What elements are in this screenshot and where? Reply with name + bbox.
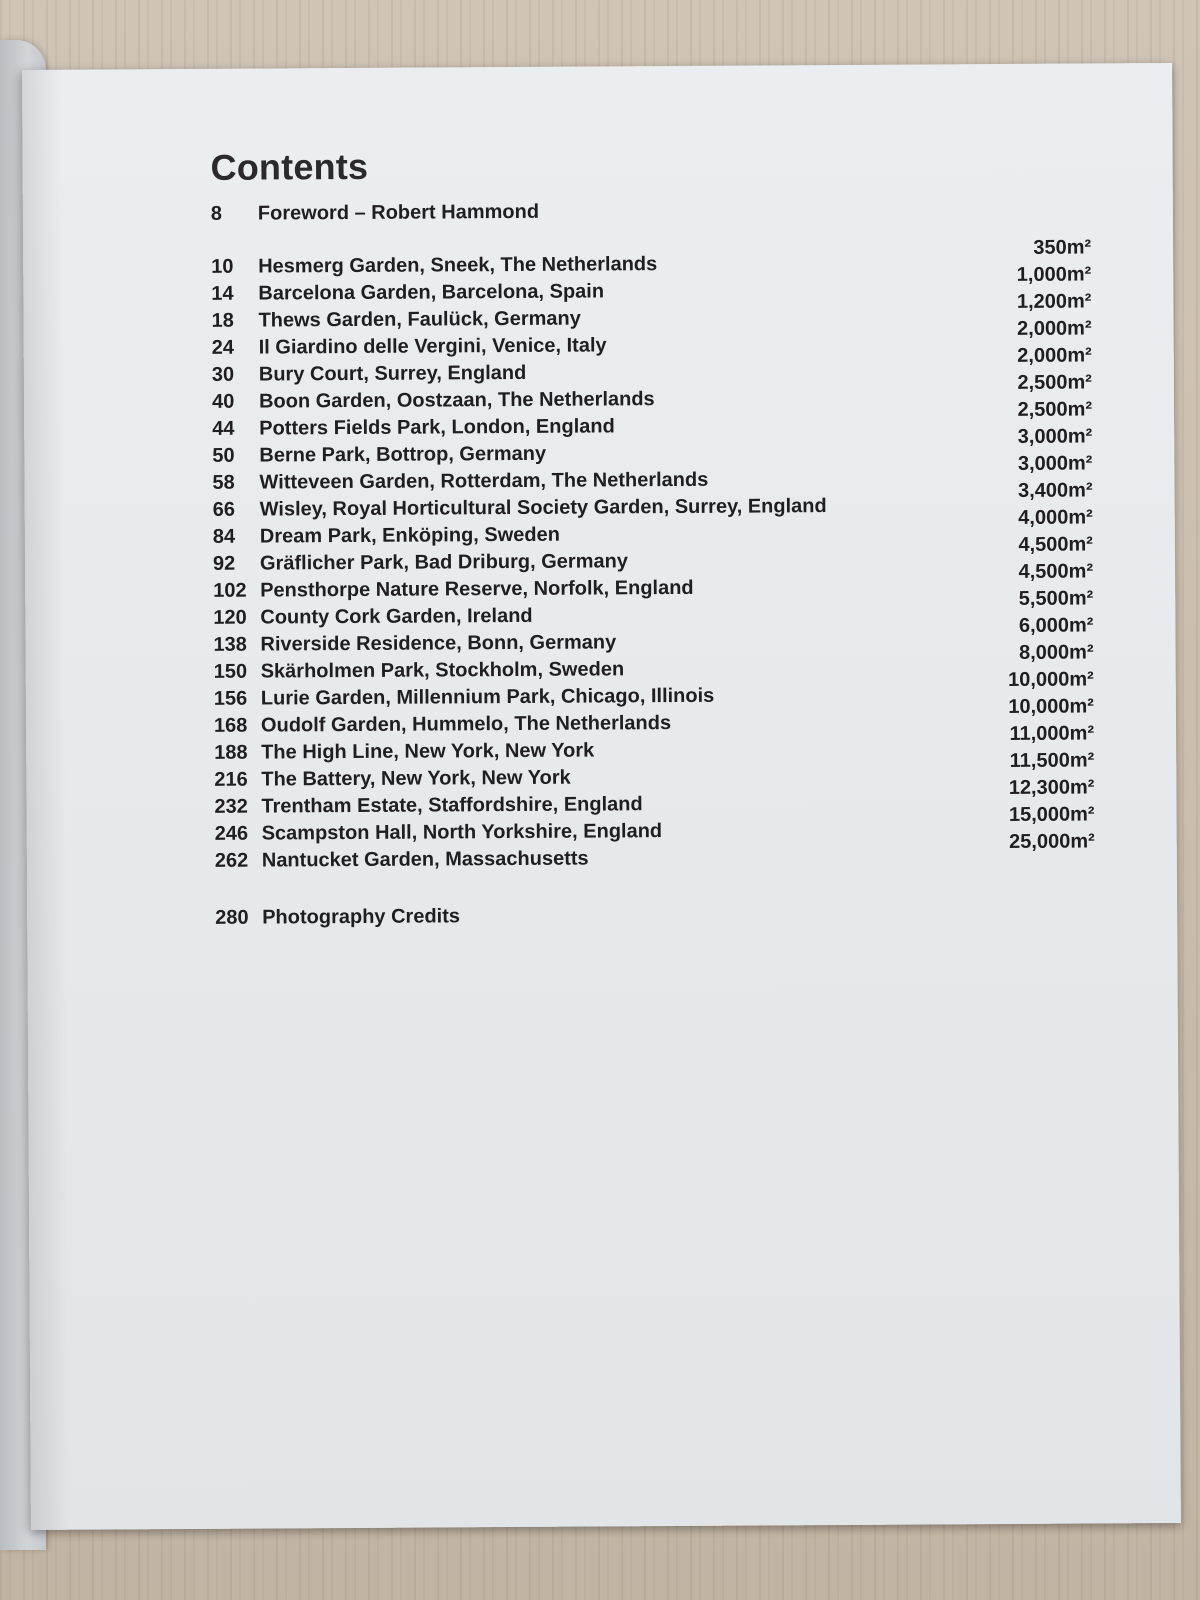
entry-label: Pensthorpe Nature Reserve, Norfolk, England <box>260 576 694 602</box>
entry-area: 2,500m² <box>1017 398 1093 421</box>
page-number: 262 <box>214 849 249 872</box>
entry-label: Foreword – Robert Hammond <box>257 200 540 225</box>
page-number: 102 <box>213 579 247 602</box>
page-title: Contents <box>210 145 369 188</box>
entry-label: Hesmerg Garden, Sneek, The Netherlands <box>258 253 658 278</box>
entry-label: County Cork Garden, Ireland <box>260 604 533 629</box>
page-number: 10 <box>211 255 234 278</box>
page-number: 246 <box>214 822 249 845</box>
gutter-shadow <box>22 70 71 1530</box>
entry-area: 3,400m² <box>1018 479 1093 502</box>
page-number: 188 <box>214 741 248 764</box>
entry-area: 11,000m² <box>1009 722 1095 745</box>
entry-area: 10,000m² <box>1008 695 1094 718</box>
entry-area: 5,500m² <box>1018 587 1094 610</box>
page-number: 58 <box>212 471 235 494</box>
page-number: 84 <box>212 525 236 548</box>
page-number: 232 <box>214 795 248 818</box>
entry-label: Gräflicher Park, Bad Driburg, Germany <box>259 550 628 575</box>
page-number: 30 <box>211 363 235 386</box>
entry-label: Wisley, Royal Horticultural Society Garden, Surrey, England <box>259 495 827 521</box>
entry-area: 10,000m² <box>1008 668 1094 691</box>
page-number: 40 <box>211 390 235 413</box>
entry-label: Skärholmen Park, Stockholm, Sweden <box>260 658 625 683</box>
page-number: 8 <box>210 202 223 225</box>
entry-area: 25,000m² <box>1009 830 1095 853</box>
entry-label: Witteveen Garden, Rotterdam, The Netherlands <box>259 468 709 494</box>
page-number: 120 <box>213 606 247 629</box>
entry-label: Boon Garden, Oostzaan, The Netherlands <box>258 388 655 413</box>
entry-area: 15,000m² <box>1008 803 1095 826</box>
entry-area: 3,000m² <box>1017 452 1093 475</box>
page-number: 18 <box>211 309 234 332</box>
page-number: 156 <box>213 687 248 710</box>
entry-label: Dream Park, Enköping, Sweden <box>259 523 561 548</box>
entry-area: 350m² <box>1033 236 1092 259</box>
entry-label: Nantucket Garden, Massachusetts <box>261 847 589 872</box>
entry-label: Il Giardino delle Vergini, Venice, Italy <box>258 334 607 359</box>
entry-area: 2,500m² <box>1017 371 1092 394</box>
entry-area: 6,000m² <box>1018 614 1094 637</box>
entry-area: 1,200m² <box>1016 290 1092 313</box>
entry-label: Thews Garden, Faulück, Germany <box>258 307 581 332</box>
toc-entries <box>211 236 1095 876</box>
entry-area: 12,300m² <box>1008 776 1095 799</box>
entry-label: Riverside Residence, Bonn, Germany <box>260 631 617 656</box>
entry-area: 2,000m² <box>1017 317 1092 340</box>
entry-label: Lurie Garden, Millennium Park, Chicago, Illinois <box>260 684 715 710</box>
entry-label: Oudolf Garden, Hummelo, The Netherlands <box>260 712 672 737</box>
page-number: 92 <box>212 552 236 575</box>
entry-label: The Battery, New York, New York <box>261 766 571 791</box>
page-number: 44 <box>212 417 235 440</box>
page-number: 216 <box>214 768 248 791</box>
entry-label: Trentham Estate, Staffordshire, England <box>261 793 643 818</box>
page-number: 24 <box>211 336 235 359</box>
page-number: 168 <box>213 714 248 737</box>
entry-area: 1,000m² <box>1016 263 1092 286</box>
entry-area: 4,500m² <box>1018 560 1094 583</box>
entry-area: 11,500m² <box>1009 749 1095 772</box>
entry-label: Scampston Hall, North Yorkshire, England <box>261 820 663 845</box>
page-number: 50 <box>212 444 235 467</box>
entry-label: Berne Park, Bottrop, Germany <box>259 442 547 467</box>
entry-area: 4,000m² <box>1018 506 1093 529</box>
entry-label: Potters Fields Park, London, England <box>259 415 615 440</box>
page-number: 280 <box>215 906 249 929</box>
page-number: 150 <box>213 660 248 683</box>
entry-area: 2,000m² <box>1017 344 1092 367</box>
page-number: 66 <box>212 498 236 521</box>
entry-label: Barcelona Garden, Barcelona, Spain <box>258 280 605 305</box>
entry-area: 3,000m² <box>1017 425 1093 448</box>
book-page <box>22 63 1181 1530</box>
entry-label: Bury Court, Surrey, England <box>258 361 527 386</box>
entry-area: 4,500m² <box>1018 533 1093 556</box>
entry-label: Photography Credits <box>262 905 461 929</box>
page-number: 14 <box>211 282 234 305</box>
entry-area: 8,000m² <box>1019 641 1094 664</box>
entry-label: The High Line, New York, New York <box>261 739 595 764</box>
page-number: 138 <box>213 633 247 656</box>
table-of-contents <box>210 141 1095 933</box>
toc-credits <box>215 901 1095 933</box>
